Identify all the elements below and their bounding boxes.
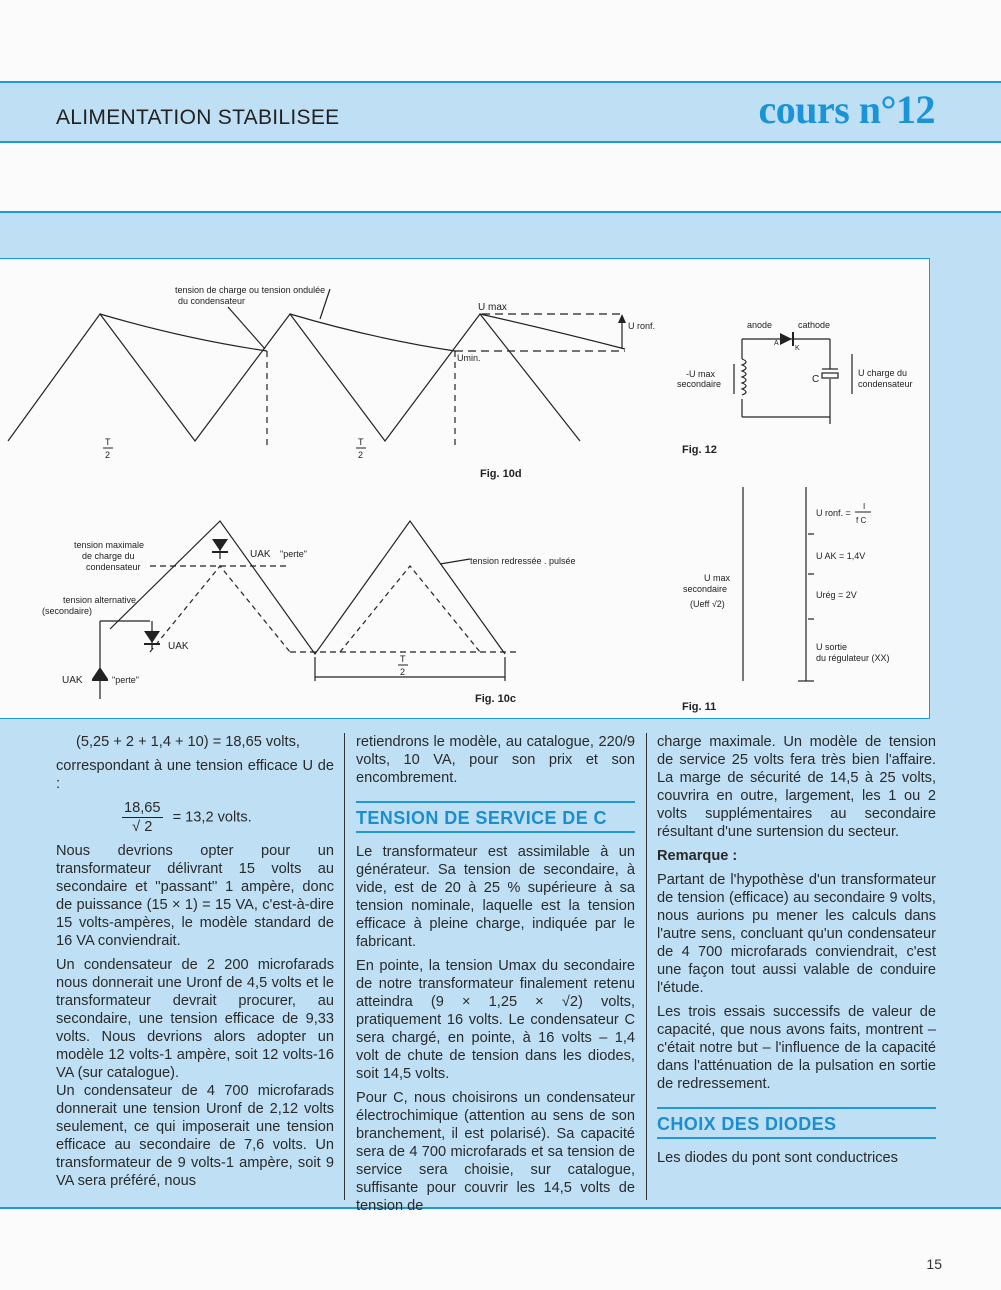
text-column-3 [657, 733, 936, 1173]
col1-fraction-den: √ 2 [132, 819, 153, 835]
fig10c-tmax-2: de charge du [82, 551, 135, 561]
fig11-uronf-num: I [863, 502, 866, 511]
fig12-charge-2: condensateur [858, 379, 913, 389]
header-top-rule [0, 81, 1001, 83]
fig10d-t-num-1: T [105, 437, 111, 447]
col1-paragraph-1: correspondant à une tension efficace U de : [56, 758, 334, 792]
fig11-umax-3: (Ueff √2) [690, 599, 725, 609]
fig12-anode: anode [747, 320, 773, 330]
fig10d-t-den-1: 2 [105, 450, 111, 460]
col2-paragraph-2: Le transformateur est assimilable à un générateur. Sa tension de secondaire, à vide, est de 20 à 25 % supérieure à sa tension nominale, laquelle est la tension efficace à pleine charge, indiquée par le fabricant. [356, 844, 635, 950]
col3-paragraph-1: charge maximale. Un modèle de tension de service 25 volts fera très bien l'affaire. La marge de sécurité de 14,5 à 25 volts, couvrira en outre, largement, les 1 ou 2 volts supplémentaires au secondaire résultant d'une surtension du secteur. [657, 734, 936, 840]
fig10d-umax: U max [478, 302, 507, 313]
fig11-drawing [743, 487, 814, 681]
col3-paragraph-2: Partant de l'hypothèse d'un transformateur de tension (efficace) au secondaire 9 volts, nous aurions pu mener les calculs dans l'autre sens, concluant qu'un condensateur de 4 700 microfarads conviendrait, c'est une façon tout aussi valable de conduire l'étude. [657, 872, 936, 996]
fig10c-redressee: tension redressée . pulsée [470, 556, 576, 566]
fig10c-drawing [100, 521, 520, 699]
fig11-usortie-2: du régulateur (XX) [816, 653, 890, 663]
fig10c-uak-bottom: UAK [62, 675, 83, 686]
fig10d-t-num-2: T [358, 437, 364, 447]
heading-tension-service: TENSION DE SERVICE DE C [356, 801, 635, 833]
col1-paragraph-4: Un condensateur de 4 700 microfarads donnerait une tension Uronf de 2,12 volts seulement, ce qui imposerait une tension efficace au secondaire de 7,6 volts. Un transformateur de 9 volts-1 ampère, soit 9 VA sera préféré, nous [56, 1083, 334, 1189]
col1-paragraph-3: Un condensateur de 2 200 microfarads nous donnerait une Uronf de 4,5 volts et le transformateur devrait procurer, au secondaire, une tension efficace de 9,33 volts. Nous devrions alors adopter un modèle 12 volts-1 ampère, soit 12 volts-16 VA (sur catalogue). [56, 957, 334, 1081]
fig10c-t-den: 2 [400, 667, 406, 677]
text-column-1 [56, 733, 334, 1196]
fig12-c: C [812, 374, 820, 385]
fig11-uak: U AK = 1,4V [816, 551, 866, 561]
fig11-uronf-den: f C [856, 516, 867, 525]
fig11-uronf: U ronf. = [816, 508, 851, 518]
fig11-caption: Fig. 11 [682, 701, 717, 713]
fig11-umax-1: U max [704, 573, 731, 583]
col1-equation: (5,25 + 2 + 1,4 + 10) = 18,65 volts, [76, 734, 300, 750]
col1-fraction-num: 18,65 [124, 800, 161, 816]
fig11-usortie-1: U sortie [816, 642, 848, 652]
fig10c-caption: Fig. 10c [475, 693, 516, 705]
page-number: 15 [926, 1256, 942, 1272]
column-divider-1 [344, 733, 345, 1200]
col2-paragraph-1: retiendrons le modèle, au catalogue, 220/9 volts, 10 VA, pour son prix et son encombrement. [356, 734, 635, 786]
fig10c-uak-mid: UAK [168, 641, 189, 652]
col2-paragraph-3: En pointe, la tension Umax du secondaire de notre transformateur finalement retenu atteindra (9 × 1,25 × √2) volts, pratiquement 16 volts. Le condensateur C sera chargé, en pointe, à 16 volts – 1,4 volt de chute de tension dans les diodes, soit 14,5 volts. [356, 958, 635, 1082]
fig10c-alt-2: (secondaire) [42, 606, 93, 616]
fig10c-t-num: T [400, 654, 406, 664]
fig10d-t-den-2: 2 [358, 450, 364, 460]
figures-drawing [0, 259, 929, 718]
col3-paragraph-3: Les trois essais successifs de valeur de capacité, que nous avons faits, montrent – c'était notre but – l'influence de la capacité dans l'atténuation de la pulsation en sortie de redressement. [657, 1004, 936, 1092]
col1-fraction-line [56, 799, 334, 836]
col1-paragraph-2: Nous devrions opter pour un transformateur délivrant 15 volts au secondaire et ''passant'' 1 ampère, donc de puissance (15 × 1) = 15 VA, c'est-à-dire 15 volts-ampères, le modèle standard de 16 VA conviendrait. [56, 843, 334, 949]
fig12-umax-2: secondaire [677, 379, 722, 389]
fig10d-label-condensateur: du condensateur [178, 296, 246, 306]
fig10d-uronf: U ronf. [628, 321, 656, 331]
fig10c-alt-1: tension alternative [63, 595, 137, 605]
fig12-drawing [734, 339, 852, 424]
fig10c-tmax-3: condensateur [86, 562, 141, 572]
heading-choix-diodes: CHOIX DES DIODES [657, 1107, 936, 1139]
fig10d-label-tension: tension de charge ou tension ondulée [175, 285, 326, 295]
fig12-caption: Fig. 12 [682, 444, 717, 456]
fig12-cathode: cathode [798, 320, 831, 330]
fig12-charge-1: U charge du [858, 368, 908, 378]
fig10c-perte-top: "perte" [280, 549, 307, 559]
figure-panel [0, 258, 930, 719]
remark-heading: Remarque : [657, 848, 738, 864]
section-title: ALIMENTATION STABILISEE [56, 106, 340, 129]
fig12-k: K [795, 345, 800, 352]
fig10d-caption: Fig. 10d [480, 468, 522, 480]
col3-paragraph-4: Les diodes du pont sont conductrices [657, 1150, 898, 1166]
fig10c-perte-bottom: "perte" [112, 675, 139, 685]
col2-paragraph-4: Pour C, nous choisirons un condensateur électrochimique (attention au sens de son branchement, il est polarisé). Sa capacité sera de 4 700 microfarads et sa tension de service sera choisie, sur catalogue, suffisante pour couvrir les 14,5 volts de tension de [356, 1090, 635, 1214]
fig11-umax-2: secondaire [683, 584, 728, 594]
col1-fraction [122, 799, 163, 836]
fig10c-tmax-1: tension maximale [74, 540, 145, 550]
col1-fraction-result: = 13,2 volts. [172, 809, 252, 826]
fig10c-uak-top: UAK [250, 549, 271, 560]
text-column-2 [356, 733, 635, 1221]
fig12-a: A [774, 340, 779, 347]
course-number: cours n°12 [758, 87, 935, 132]
fig11-ureg: Urég = 2V [816, 590, 857, 600]
fig10d-umin: Umin. [457, 353, 481, 363]
column-divider-2 [646, 733, 647, 1200]
content-top-rule [0, 211, 1001, 213]
header-bottom-rule [0, 141, 1001, 143]
fig12-umax-1: -U max [686, 369, 715, 379]
fig10d-drawing [8, 289, 625, 449]
